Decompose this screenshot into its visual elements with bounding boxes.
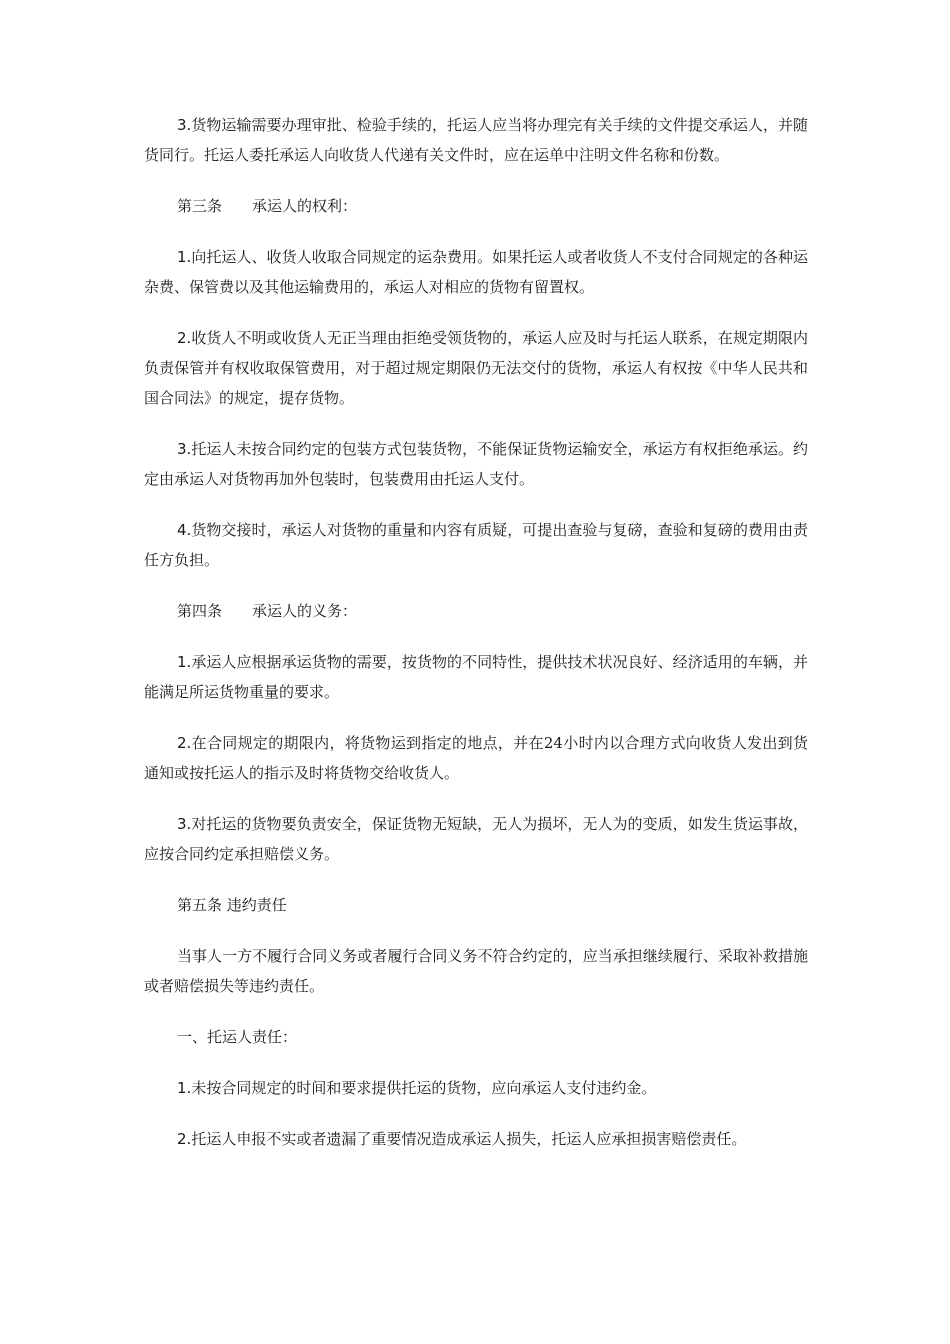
paragraph-number: 2	[177, 734, 187, 752]
article-4-heading	[144, 596, 808, 626]
paragraph-number: 3	[177, 440, 187, 458]
paragraph-number: 2	[177, 329, 187, 347]
paragraph-carrier-duty-2	[144, 728, 808, 788]
paragraph-number: 1	[177, 248, 187, 266]
article-5-heading	[144, 890, 808, 920]
paragraph-consignor-liability-2	[144, 1124, 808, 1154]
paragraph-carrier-duty-1	[144, 647, 808, 707]
paragraph-text: .托运人未按合同约定的包装方式包装货物，不能保证货物运输安全，承运方有权拒绝承运。约定由承运人对货物再加外包装时，包装费用由托运人支付。	[144, 440, 808, 488]
paragraph-carrier-right-4	[144, 515, 808, 575]
paragraph-text: .货物运输需要办理审批、检验手续的，托运人应当将办理完有关手续的文件提交承运人，并随货同行。托运人委托承运人向收货人代递有关文件时，应在运单中注明文件名称和份数。	[144, 116, 808, 164]
heading-text: 第五条 违约责任	[177, 896, 287, 914]
document-body	[144, 110, 808, 1175]
heading-text: 第三条 承运人的权利：	[177, 197, 358, 215]
paragraph-text: .对托运的货物要负责安全，保证货物无短缺，无人为损坏，无人为的变质，如发生货运事故，应按合同约定承担赔偿义务。	[144, 815, 808, 863]
paragraph-text: .承运人应根据承运货物的需要，按货物的不同特性，提供技术状况良好、经济适用的车辆，并能满足所运货物重量的要求。	[144, 653, 808, 701]
paragraph-number: 1	[177, 1079, 187, 1097]
paragraph-liability-general	[144, 941, 808, 1001]
paragraph-text: .托运人申报不实或者遗漏了重要情况造成承运人损失，托运人应承担损害赔偿责任。	[186, 1130, 747, 1148]
paragraph-carrier-duty-3	[144, 809, 808, 869]
paragraph-text: .未按合同规定的时间和要求提供托运的货物，应向承运人支付违约金。	[186, 1079, 657, 1097]
paragraph-text: .收货人不明或收货人无正当理由拒绝受领货物的，承运人应及时与托运人联系，在规定期限内负责保管并有权收取保管费用，对于超过规定期限仍无法交付的货物，承运人有权按《中华人民共和国合同法》的规定，提存货物。	[144, 329, 808, 407]
paragraph-number: 4	[177, 521, 187, 539]
paragraph-carrier-right-1	[144, 242, 808, 302]
paragraph-consignor-duty-3	[144, 110, 808, 170]
paragraph-carrier-right-2	[144, 323, 808, 413]
heading-text: 一、托运人责任：	[177, 1028, 298, 1046]
paragraph-text: .向托运人、收货人收取合同规定的运杂费用。如果托运人或者收货人不支付合同规定的各种运杂费、保管费以及其他运输费用的，承运人对相应的货物有留置权。	[144, 248, 808, 296]
paragraph-number: 3	[177, 116, 187, 134]
section-consignor-liability-heading	[144, 1022, 808, 1052]
article-3-heading	[144, 191, 808, 221]
heading-text: 第四条 承运人的义务：	[177, 602, 358, 620]
paragraph-number: 3	[177, 815, 187, 833]
paragraph-consignor-liability-1	[144, 1073, 808, 1103]
paragraph-text: .货物交接时，承运人对货物的重量和内容有质疑，可提出查验与复磅，查验和复磅的费用由责任方负担。	[144, 521, 808, 569]
paragraph-text: 当事人一方不履行合同义务或者履行合同义务不符合约定的，应当承担继续履行、采取补救措施或者赔偿损失等违约责任。	[144, 947, 808, 995]
paragraph-text: .在合同规定的期限内，将货物运到指定的地点，并在24小时内以合理方式向收货人发出到货通知或按托运人的指示及时将货物交给收货人。	[144, 734, 808, 782]
paragraph-number: 2	[177, 1130, 187, 1148]
paragraph-carrier-right-3	[144, 434, 808, 494]
paragraph-number: 1	[177, 653, 187, 671]
